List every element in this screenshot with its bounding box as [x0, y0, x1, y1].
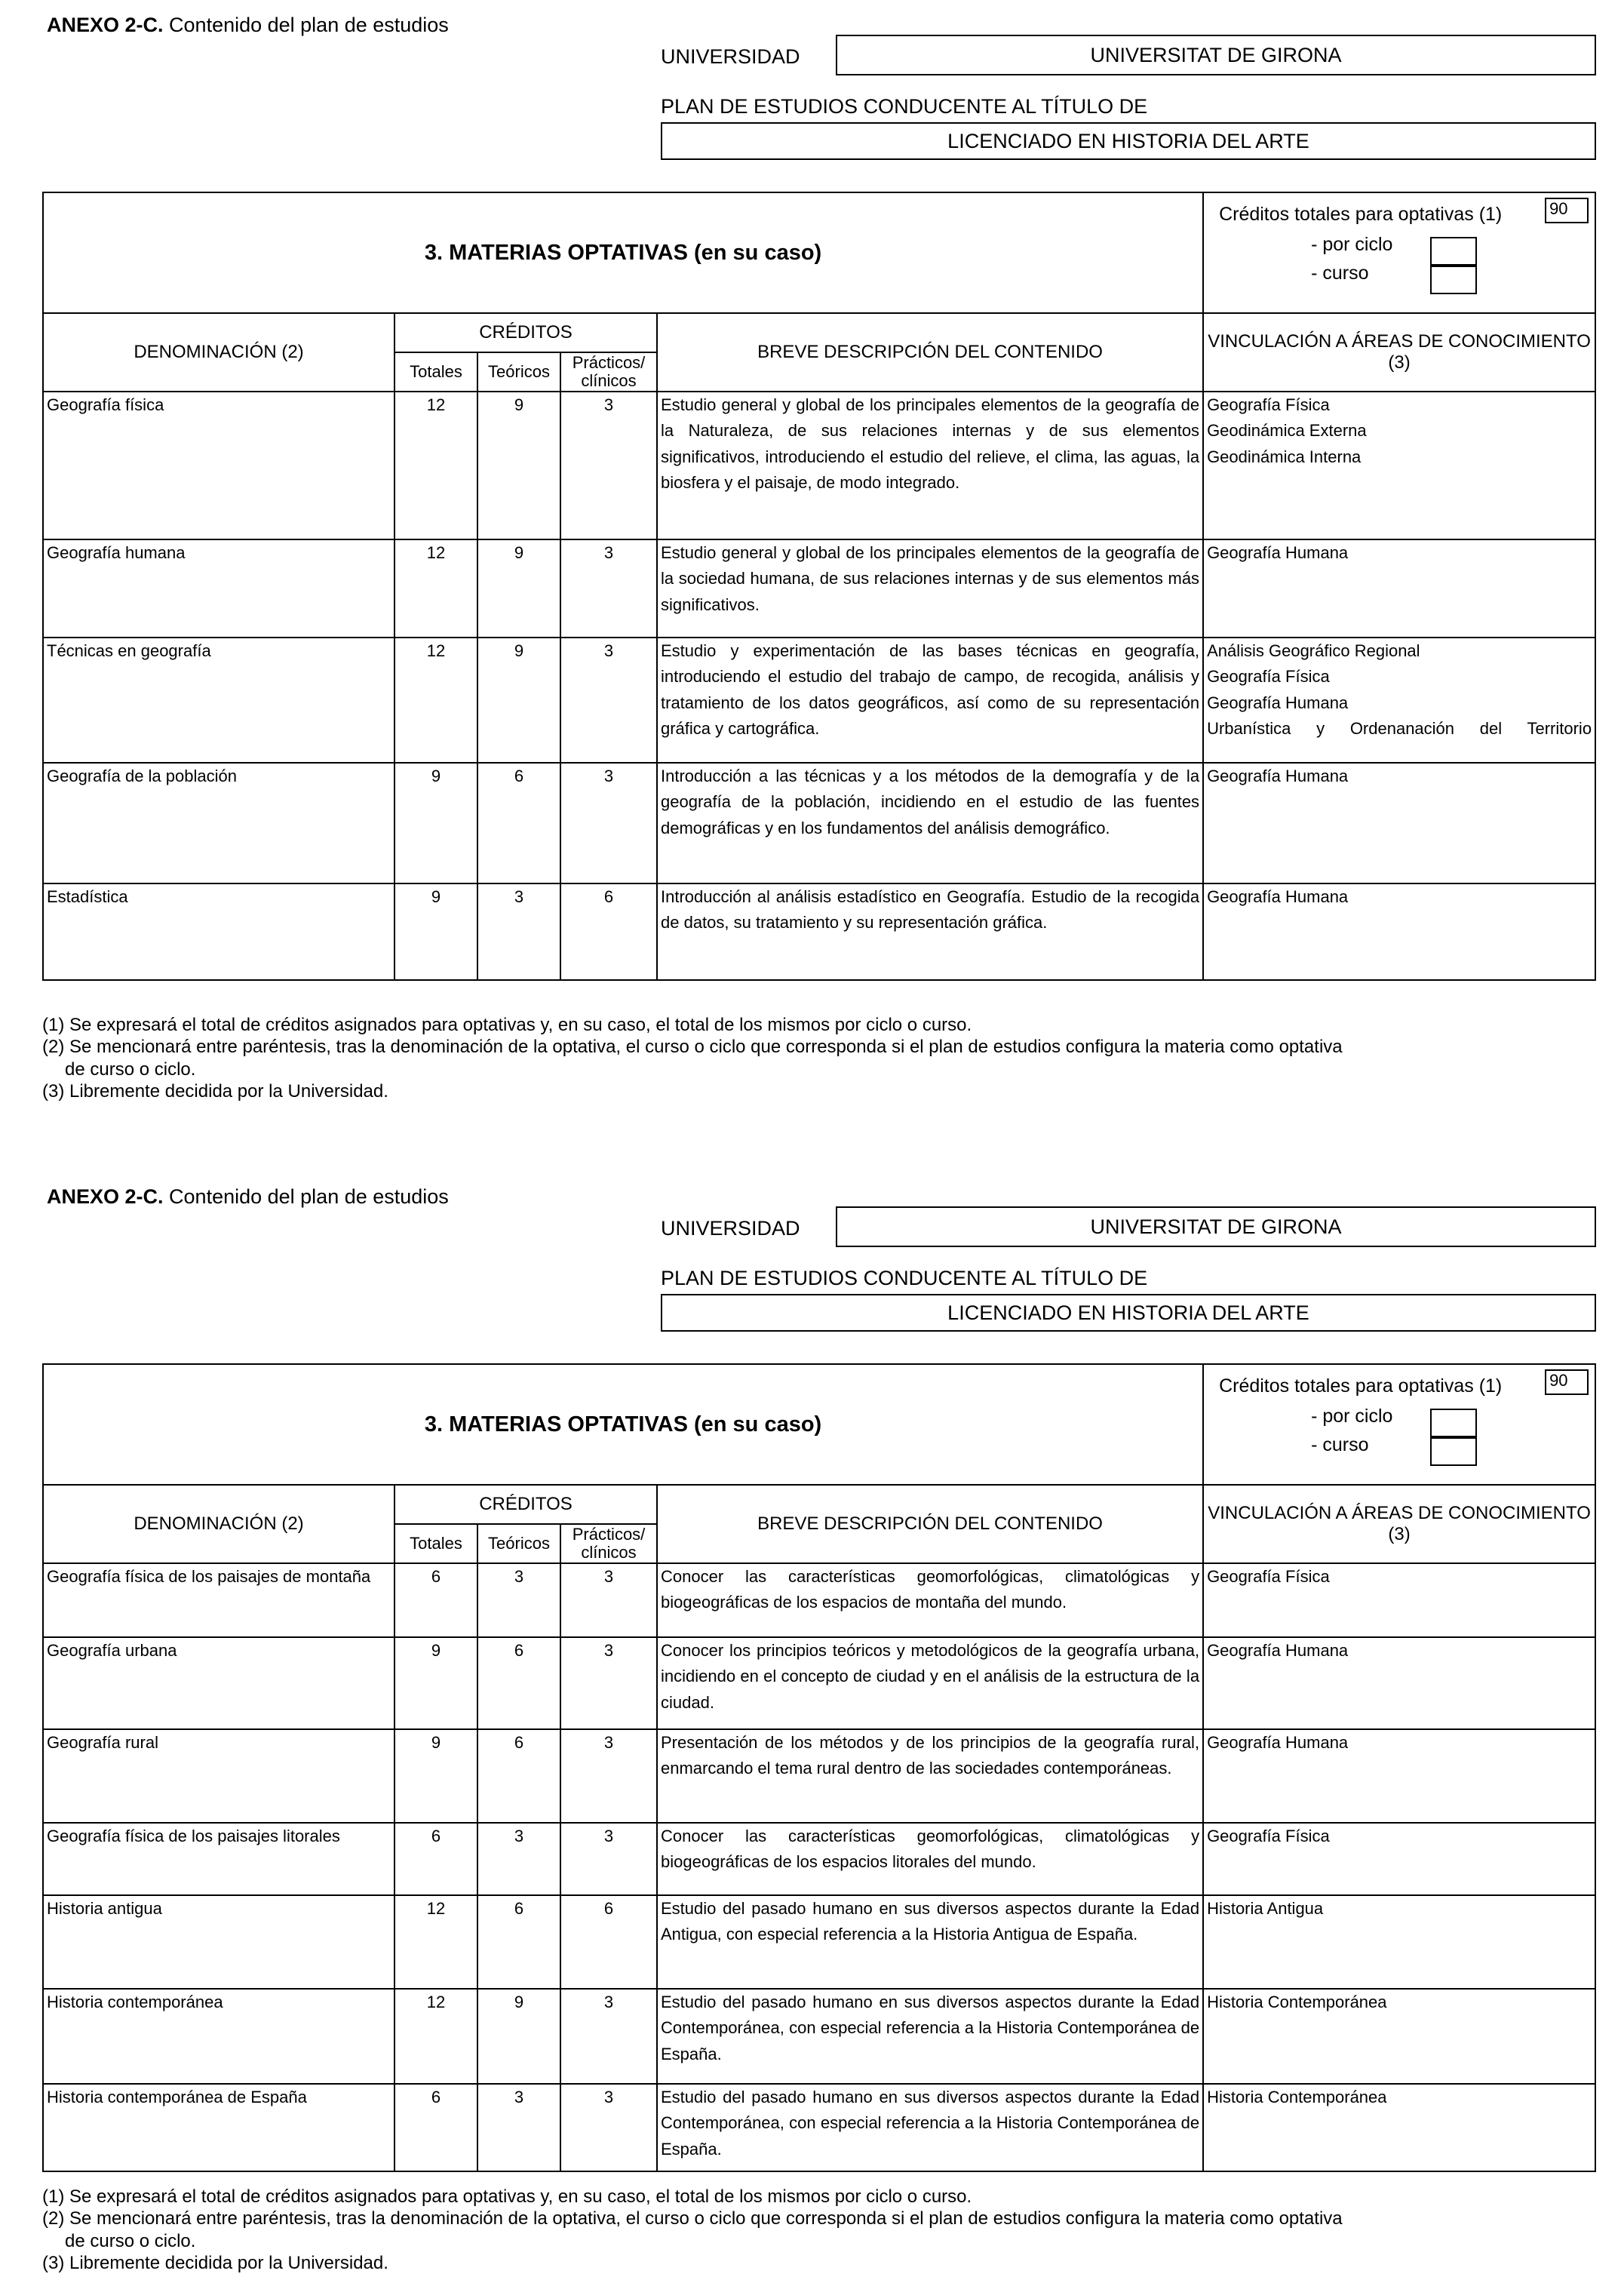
descripcion-cell: Estudio general y global de los principales elementos de la geografía de la Naturaleza, de sus relaciones internas y de sus elementos significativos, introduciendo el estudio del relieve, el clima, las aguas, la biosfera y el paisaje, de modo integrado.: [657, 392, 1203, 539]
header-totales: Totales: [394, 1524, 477, 1563]
creditos-totales-box: [1203, 1364, 1595, 1485]
practicos-cell: 3: [560, 763, 657, 883]
footnotes: [42, 2186, 1343, 2274]
practicos-cell: 6: [560, 883, 657, 980]
header-teoricos: Teóricos: [477, 1524, 560, 1563]
plan-value: LICENCIADO EN HISTORIA DEL ARTE: [661, 122, 1596, 160]
teoricos-cell: 9: [477, 539, 560, 638]
area-item: Urbanística y Ordenanación del Territorio: [1207, 718, 1592, 738]
totales-cell: 12: [394, 539, 477, 638]
table-row: [43, 1563, 1595, 1637]
practicos-cell: 3: [560, 1563, 657, 1637]
teoricos-cell: 6: [477, 1895, 560, 1989]
areas-cell: [1203, 1563, 1595, 1637]
table-row: [43, 763, 1595, 883]
curso-label: - curso: [1311, 263, 1369, 284]
table-row: [43, 1989, 1595, 2084]
materias-table: [42, 192, 1595, 981]
teoricos-cell: 3: [477, 883, 560, 980]
practicos-cell: 3: [560, 2084, 657, 2171]
denominacion-cell: Estadística: [43, 883, 394, 980]
area-item: Geografía Humana: [1207, 1733, 1349, 1753]
area-item: Geografía Humana: [1207, 1641, 1349, 1661]
descripcion-cell: Estudio y experimentación de las bases técnicas en geografía, introduciendo el estudio del trabajo de campo, de recogida, análisis y tratamiento de los datos geográficos, así como de su representación gráfica y cartográfica.: [657, 638, 1203, 763]
por-ciclo-label: - por ciclo: [1311, 1406, 1393, 1427]
footnote-2: (2) Se mencionará entre paréntesis, tras la denominación de la optativa, el curso o ciclo que corresponda si el plan de estudios configura la materia como optativa: [42, 2208, 1343, 2229]
totales-cell: 9: [394, 763, 477, 883]
header-denominacion: DENOMINACIÓN (2): [43, 313, 394, 392]
curso-label: - curso: [1311, 1434, 1369, 1455]
areas-cell: [1203, 1637, 1595, 1729]
practicos-cell: 3: [560, 539, 657, 638]
totales-cell: 12: [394, 638, 477, 763]
header-descripcion: BREVE DESCRIPCIÓN DEL CONTENIDO: [657, 1485, 1203, 1563]
table-row: [43, 2084, 1595, 2171]
creditos-totales-value: 90: [1545, 198, 1589, 223]
area-item: Historia Contemporánea: [1207, 2088, 1387, 2107]
creditos-totales-box: [1203, 192, 1595, 313]
areas-cell: [1203, 1823, 1595, 1895]
denominacion-cell: Geografía física de los paisajes de montaña: [43, 1563, 394, 1637]
table-row: [43, 883, 1595, 980]
teoricos-cell: 6: [477, 763, 560, 883]
area-item: Geodinámica Interna: [1207, 447, 1362, 466]
university-value: UNIVERSITAT DE GIRONA: [836, 35, 1596, 75]
areas-cell: [1203, 638, 1595, 763]
totales-cell: 9: [394, 883, 477, 980]
totales-cell: 6: [394, 1823, 477, 1895]
footnote-3: (3) Libremente decidida por la Universidad.: [42, 2252, 388, 2273]
totales-cell: 6: [394, 2084, 477, 2171]
area-item: Geografía Humana: [1207, 767, 1349, 786]
denominacion-cell: Geografía de la población: [43, 763, 394, 883]
denominacion-cell: Historia contemporánea: [43, 1989, 394, 2084]
totales-cell: 9: [394, 1729, 477, 1823]
teoricos-cell: 3: [477, 1563, 560, 1637]
teoricos-cell: 6: [477, 1729, 560, 1823]
denominacion-cell: Historia contemporánea de España: [43, 2084, 394, 2171]
area-item: Geografía Humana: [1207, 693, 1349, 712]
area-item: Historia Contemporánea: [1207, 1993, 1387, 2012]
practicos-cell: 3: [560, 1823, 657, 1895]
footnote-2-cont: de curso o ciclo.: [65, 1059, 196, 1080]
areas-cell: [1203, 392, 1595, 539]
totales-cell: 12: [394, 1895, 477, 1989]
header-descripcion: BREVE DESCRIPCIÓN DEL CONTENIDO: [657, 313, 1203, 392]
areas-cell: [1203, 763, 1595, 883]
descripcion-cell: Estudio del pasado humano en sus diversos aspectos durante la Edad Antigua, con especial referencia a la Historia Antigua de España.: [657, 1895, 1203, 1989]
totales-cell: 12: [394, 392, 477, 539]
practicos-cell: 3: [560, 638, 657, 763]
teoricos-cell: 3: [477, 2084, 560, 2171]
practicos-cell: 6: [560, 1895, 657, 1989]
table-row: [43, 539, 1595, 638]
header-practicos: Prácticos/ clínicos: [560, 1524, 657, 1563]
practicos-cell: 3: [560, 392, 657, 539]
plan-label: PLAN DE ESTUDIOS CONDUCENTE AL TÍTULO DE: [661, 1267, 1148, 1289]
teoricos-cell: 3: [477, 1823, 560, 1895]
por-ciclo-box: [1430, 1409, 1477, 1437]
creditos-totales-label: Créditos totales para optativas (1): [1219, 1375, 1503, 1397]
header-creditos: CRÉDITOS: [394, 313, 657, 352]
por-ciclo-box: [1430, 237, 1477, 266]
area-item: Geografía Humana: [1207, 887, 1349, 907]
table-row: [43, 1895, 1595, 1989]
totales-cell: 6: [394, 1563, 477, 1637]
area-item: Geodinámica Externa: [1207, 421, 1367, 441]
materias-title: 3. MATERIAS OPTATIVAS (en su caso): [43, 192, 1203, 313]
area-item: Geografía Física: [1207, 1827, 1330, 1846]
annex-title: ANEXO 2-C. Contenido del plan de estudios: [47, 1185, 449, 1208]
area-item: Análisis Geográfico Regional: [1207, 641, 1420, 661]
university-value: UNIVERSITAT DE GIRONA: [836, 1206, 1596, 1247]
denominacion-cell: Geografía física: [43, 392, 394, 539]
header-teoricos: Teóricos: [477, 352, 560, 392]
footnote-1: (1) Se expresará el total de créditos asignados para optativas y, en su caso, el total de los mismos por ciclo o curso.: [42, 1015, 972, 1035]
table-row: [43, 1823, 1595, 1895]
teoricos-cell: 6: [477, 1637, 560, 1729]
footnotes: [42, 1014, 1343, 1102]
creditos-totales-label: Créditos totales para optativas (1): [1219, 204, 1503, 225]
area-item: Geografía Física: [1207, 667, 1330, 687]
header-practicos: Prácticos/ clínicos: [560, 352, 657, 392]
descripcion-cell: Estudio del pasado humano en sus diversos aspectos durante la Edad Contemporánea, con especial referencia a la Historia Contemporánea de España.: [657, 1989, 1203, 2084]
descripcion-cell: Introducción al análisis estadístico en Geografía. Estudio de la recogida de datos, su tratamiento y su representación gráfica.: [657, 883, 1203, 980]
denominacion-cell: Técnicas en geografía: [43, 638, 394, 763]
areas-cell: [1203, 1989, 1595, 2084]
denominacion-cell: Geografía rural: [43, 1729, 394, 1823]
table-row: [43, 392, 1595, 539]
por-ciclo-label: - por ciclo: [1311, 234, 1393, 255]
footnote-1: (1) Se expresará el total de créditos asignados para optativas y, en su caso, el total de los mismos por ciclo o curso.: [42, 2186, 972, 2207]
denominacion-cell: Geografía humana: [43, 539, 394, 638]
area-item: Geografía Física: [1207, 1567, 1330, 1587]
plan-value: LICENCIADO EN HISTORIA DEL ARTE: [661, 1294, 1596, 1332]
areas-cell: [1203, 1729, 1595, 1823]
footnote-3: (3) Libremente decidida por la Universidad.: [42, 1080, 388, 1102]
header-vinculacion: VINCULACIÓN A ÁREAS DE CONOCIMIENTO (3): [1203, 1485, 1595, 1563]
descripcion-cell: Conocer las características geomorfológicas, climatológicas y biogeográficas de los espacios litorales del mundo.: [657, 1823, 1203, 1895]
table-row: [43, 1729, 1595, 1823]
areas-cell: [1203, 1895, 1595, 1989]
practicos-cell: 3: [560, 1729, 657, 1823]
header-totales: Totales: [394, 352, 477, 392]
footnote-2-cont: de curso o ciclo.: [65, 2230, 196, 2251]
areas-cell: [1203, 883, 1595, 980]
totales-cell: 9: [394, 1637, 477, 1729]
descripcion-cell: Estudio del pasado humano en sus diversos aspectos durante la Edad Contemporánea, con especial referencia a la Historia Contemporánea de España.: [657, 2084, 1203, 2171]
denominacion-cell: Geografía urbana: [43, 1637, 394, 1729]
teoricos-cell: 9: [477, 638, 560, 763]
teoricos-cell: 9: [477, 392, 560, 539]
footnote-2: (2) Se mencionará entre paréntesis, tras la denominación de la optativa, el curso o ciclo que corresponda si el plan de estudios configura la materia como optativa: [42, 1037, 1343, 1058]
descripcion-cell: Conocer las características geomorfológicas, climatológicas y biogeográficas de los espacios de montaña del mundo.: [657, 1563, 1203, 1637]
areas-cell: [1203, 539, 1595, 638]
teoricos-cell: 9: [477, 1989, 560, 2084]
descripcion-cell: Conocer los principios teóricos y metodológicos de la geografía urbana, incidiendo en el concepto de ciudad y en el análisis de la estructura de la ciudad.: [657, 1637, 1203, 1729]
denominacion-cell: Geografía física de los paisajes litorales: [43, 1823, 394, 1895]
university-label: UNIVERSIDAD: [661, 45, 800, 68]
totales-cell: 12: [394, 1989, 477, 2084]
materias-title: 3. MATERIAS OPTATIVAS (en su caso): [43, 1364, 1203, 1485]
header-vinculacion: VINCULACIÓN A ÁREAS DE CONOCIMIENTO (3): [1203, 313, 1595, 392]
practicos-cell: 3: [560, 1637, 657, 1729]
table-row: [43, 638, 1595, 763]
area-item: Geografía Humana: [1207, 543, 1349, 563]
table-row: [43, 1637, 1595, 1729]
curso-box: [1430, 266, 1477, 294]
header-denominacion: DENOMINACIÓN (2): [43, 1485, 394, 1563]
denominacion-cell: Historia antigua: [43, 1895, 394, 1989]
descripcion-cell: Estudio general y global de los principales elementos de la geografía de la sociedad humana, de sus relaciones internas y de sus elementos más significativos.: [657, 539, 1203, 638]
area-item: Historia Antigua: [1207, 1899, 1324, 1919]
curso-box: [1430, 1437, 1477, 1466]
plan-label: PLAN DE ESTUDIOS CONDUCENTE AL TÍTULO DE: [661, 95, 1148, 118]
header-creditos: CRÉDITOS: [394, 1485, 657, 1524]
practicos-cell: 3: [560, 1989, 657, 2084]
annex-title: ANEXO 2-C. Contenido del plan de estudios: [47, 14, 449, 36]
materias-table: [42, 1363, 1595, 2172]
area-item: Geografía Física: [1207, 395, 1330, 415]
descripcion-cell: Presentación de los métodos y de los principios de la geografía rural, enmarcando el tema rural dentro de las sociedades contemporáneas.: [657, 1729, 1203, 1823]
creditos-totales-value: 90: [1545, 1369, 1589, 1395]
university-label: UNIVERSIDAD: [661, 1217, 800, 1240]
areas-cell: [1203, 2084, 1595, 2171]
descripcion-cell: Introducción a las técnicas y a los métodos de la demografía y de la geografía de la población, incidiendo en el estudio de las fuentes demográficas y en los fundamentos del análisis demográfico.: [657, 763, 1203, 883]
